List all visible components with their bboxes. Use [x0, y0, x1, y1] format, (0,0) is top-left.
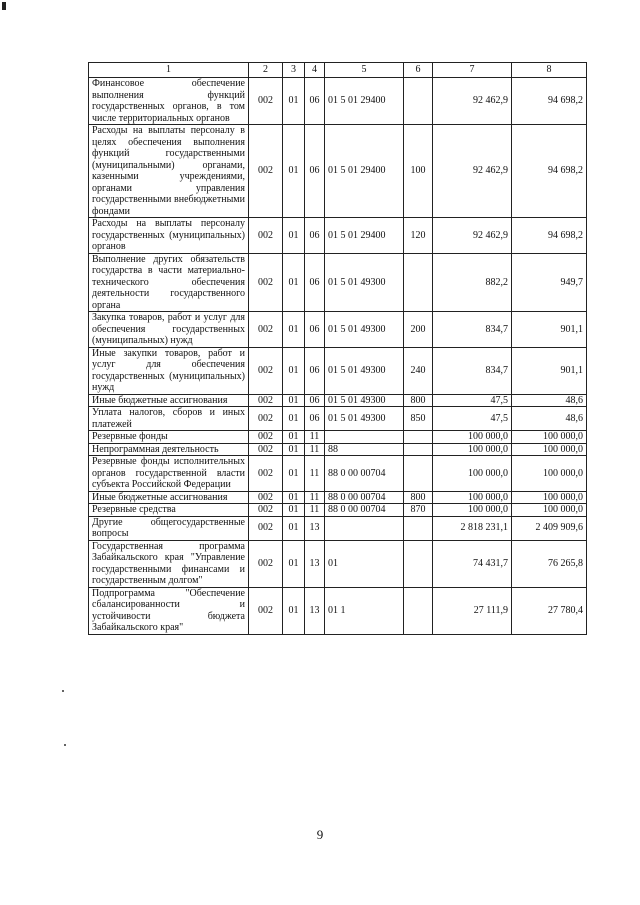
subsection-code: 06	[305, 78, 325, 125]
expense-type-code: 850	[404, 407, 433, 431]
section-code: 01	[283, 347, 305, 394]
target-article-code: 01 5 01 29400	[325, 78, 404, 125]
amount-year-2: 901,1	[512, 312, 587, 348]
amount-year-2: 48,6	[512, 394, 587, 407]
amount-year-1: 100 000,0	[433, 431, 512, 444]
expense-type-code: 240	[404, 347, 433, 394]
expense-type-code	[404, 443, 433, 456]
amount-year-2: 76 265,8	[512, 540, 587, 587]
admin-code: 002	[249, 456, 283, 492]
amount-year-1: 47,5	[433, 407, 512, 431]
table-row	[89, 587, 587, 634]
column-number: 8	[512, 63, 587, 78]
amount-year-1: 92 462,9	[433, 78, 512, 125]
admin-code: 002	[249, 540, 283, 587]
target-article-code: 88 0 00 00704	[325, 504, 404, 517]
section-code: 01	[283, 312, 305, 348]
page-number: 9	[316, 827, 324, 842]
section-code: 01	[283, 431, 305, 444]
amount-year-2: 100 000,0	[512, 456, 587, 492]
admin-code: 002	[249, 218, 283, 254]
amount-year-1: 100 000,0	[433, 456, 512, 492]
row-name: Иные закупки товаров, работ и услуг для обеспечения государственных (муниципальных) нужд	[89, 347, 249, 394]
amount-year-2: 27 780,4	[512, 587, 587, 634]
admin-code: 002	[249, 504, 283, 517]
table-row	[89, 218, 587, 254]
row-name: Расходы на выплаты персоналу государственных (муниципальных) органов	[89, 218, 249, 254]
row-name: Уплата налогов, сборов и иных платежей	[89, 407, 249, 431]
amount-year-2: 94 698,2	[512, 78, 587, 125]
subsection-code: 11	[305, 431, 325, 444]
expense-type-code: 100	[404, 125, 433, 218]
section-code: 01	[283, 218, 305, 254]
row-name: Подпрограмма "Обеспечение сбалансированности и устойчивости бюджета Забайкальского края"	[89, 587, 249, 634]
table-header-row	[89, 63, 587, 78]
scan-corner-mark	[2, 2, 6, 10]
section-code: 01	[283, 504, 305, 517]
column-number: 7	[433, 63, 512, 78]
expense-type-code: 200	[404, 312, 433, 348]
section-code: 01	[283, 443, 305, 456]
table-row	[89, 431, 587, 444]
target-article-code: 01 5 01 49300	[325, 253, 404, 312]
expense-type-code	[404, 516, 433, 540]
amount-year-2: 100 000,0	[512, 504, 587, 517]
expense-type-code	[404, 253, 433, 312]
expense-type-code: 800	[404, 491, 433, 504]
amount-year-2: 100 000,0	[512, 443, 587, 456]
subsection-code: 06	[305, 347, 325, 394]
table-row	[89, 540, 587, 587]
row-name: Выполнение других обязательств государства в части материально-технического обеспечения деятельности государственного органа	[89, 253, 249, 312]
section-code: 01	[283, 516, 305, 540]
row-name: Непрограммная деятельность	[89, 443, 249, 456]
admin-code: 002	[249, 347, 283, 394]
section-code: 01	[283, 456, 305, 492]
section-code: 01	[283, 125, 305, 218]
table-row	[89, 407, 587, 431]
amount-year-2: 949,7	[512, 253, 587, 312]
row-name: Расходы на выплаты персоналу в целях обеспечения выполнения функций государственными (муниципальными) органами, казенными учреждениями, органами управления государственными внебюджетными фондами	[89, 125, 249, 218]
table-row	[89, 78, 587, 125]
admin-code: 002	[249, 587, 283, 634]
subsection-code: 13	[305, 540, 325, 587]
table-row	[89, 516, 587, 540]
section-code: 01	[283, 394, 305, 407]
target-article-code: 01 1	[325, 587, 404, 634]
expense-type-code	[404, 456, 433, 492]
amount-year-1: 47,5	[433, 394, 512, 407]
target-article-code: 01 5 01 49300	[325, 394, 404, 407]
column-number: 5	[325, 63, 404, 78]
subsection-code: 06	[305, 312, 325, 348]
admin-code: 002	[249, 431, 283, 444]
amount-year-1: 882,2	[433, 253, 512, 312]
scan-speck	[64, 744, 66, 746]
amount-year-2: 94 698,2	[512, 125, 587, 218]
amount-year-2: 100 000,0	[512, 431, 587, 444]
column-number: 4	[305, 63, 325, 78]
admin-code: 002	[249, 407, 283, 431]
table-row	[89, 394, 587, 407]
table-row	[89, 504, 587, 517]
amount-year-1: 92 462,9	[433, 125, 512, 218]
subsection-code: 11	[305, 443, 325, 456]
amount-year-1: 74 431,7	[433, 540, 512, 587]
row-name: Резервные средства	[89, 504, 249, 517]
admin-code: 002	[249, 125, 283, 218]
expense-type-code: 870	[404, 504, 433, 517]
subsection-code: 11	[305, 504, 325, 517]
expense-type-code: 800	[404, 394, 433, 407]
table-row	[89, 312, 587, 348]
section-code: 01	[283, 587, 305, 634]
column-number: 2	[249, 63, 283, 78]
amount-year-2: 2 409 909,6	[512, 516, 587, 540]
expense-type-code	[404, 431, 433, 444]
section-code: 01	[283, 78, 305, 125]
subsection-code: 06	[305, 218, 325, 254]
row-name: Иные бюджетные ассигнования	[89, 394, 249, 407]
table-row	[89, 491, 587, 504]
amount-year-1: 92 462,9	[433, 218, 512, 254]
row-name: Государственная программа Забайкальского края "Управление государственными финансами и государственным долгом"	[89, 540, 249, 587]
amount-year-1: 834,7	[433, 312, 512, 348]
subsection-code: 13	[305, 516, 325, 540]
subsection-code: 11	[305, 491, 325, 504]
admin-code: 002	[249, 78, 283, 125]
amount-year-1: 2 818 231,1	[433, 516, 512, 540]
table-row	[89, 456, 587, 492]
amount-year-2: 901,1	[512, 347, 587, 394]
row-name: Другие общегосударственные вопросы	[89, 516, 249, 540]
section-code: 01	[283, 253, 305, 312]
column-number: 3	[283, 63, 305, 78]
section-code: 01	[283, 491, 305, 504]
section-code: 01	[283, 407, 305, 431]
row-name: Иные бюджетные ассигнования	[89, 491, 249, 504]
column-number: 1	[89, 63, 249, 78]
admin-code: 002	[249, 491, 283, 504]
scan-speck	[62, 690, 64, 692]
subsection-code: 11	[305, 456, 325, 492]
row-name: Резервные фонды исполнительных органов государственной власти субъекта Российской Федерации	[89, 456, 249, 492]
target-article-code: 01 5 01 49300	[325, 347, 404, 394]
target-article-code: 88 0 00 00704	[325, 456, 404, 492]
target-article-code: 01 5 01 49300	[325, 407, 404, 431]
row-name: Финансовое обеспечение выполнения функций государственных органов, в том числе территориальных органов	[89, 78, 249, 125]
amount-year-1: 834,7	[433, 347, 512, 394]
target-article-code: 88	[325, 443, 404, 456]
amount-year-1: 27 111,9	[433, 587, 512, 634]
target-article-code: 01 5 01 49300	[325, 312, 404, 348]
amount-year-2: 48,6	[512, 407, 587, 431]
target-article-code: 01 5 01 29400	[325, 218, 404, 254]
expense-type-code	[404, 540, 433, 587]
admin-code: 002	[249, 394, 283, 407]
row-name: Резервные фонды	[89, 431, 249, 444]
expense-type-code	[404, 78, 433, 125]
subsection-code: 06	[305, 125, 325, 218]
amount-year-1: 100 000,0	[433, 491, 512, 504]
table-row	[89, 125, 587, 218]
expense-type-code	[404, 587, 433, 634]
table-row	[89, 253, 587, 312]
admin-code: 002	[249, 443, 283, 456]
subsection-code: 06	[305, 407, 325, 431]
admin-code: 002	[249, 312, 283, 348]
subsection-code: 06	[305, 394, 325, 407]
target-article-code	[325, 431, 404, 444]
table-row	[89, 347, 587, 394]
row-name: Закупка товаров, работ и услуг для обеспечения государственных (муниципальных) нужд	[89, 312, 249, 348]
target-article-code: 01	[325, 540, 404, 587]
expense-type-code: 120	[404, 218, 433, 254]
section-code: 01	[283, 540, 305, 587]
admin-code: 002	[249, 253, 283, 312]
table-row	[89, 443, 587, 456]
subsection-code: 06	[305, 253, 325, 312]
admin-code: 002	[249, 516, 283, 540]
amount-year-2: 100 000,0	[512, 491, 587, 504]
amount-year-1: 100 000,0	[433, 443, 512, 456]
subsection-code: 13	[305, 587, 325, 634]
amount-year-2: 94 698,2	[512, 218, 587, 254]
amount-year-1: 100 000,0	[433, 504, 512, 517]
budget-table	[88, 62, 587, 635]
column-number: 6	[404, 63, 433, 78]
target-article-code: 88 0 00 00704	[325, 491, 404, 504]
target-article-code: 01 5 01 29400	[325, 125, 404, 218]
target-article-code	[325, 516, 404, 540]
